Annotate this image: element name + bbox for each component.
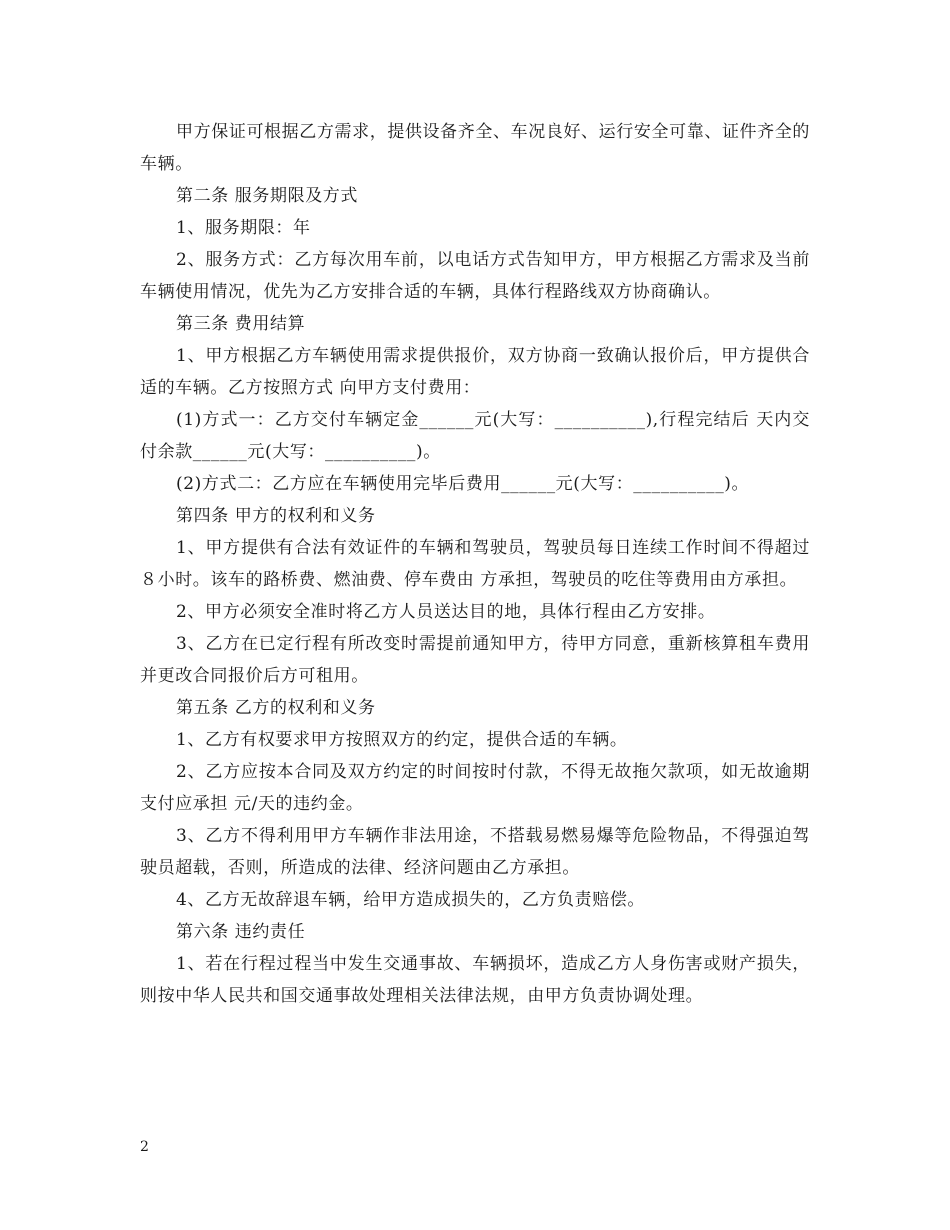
section-heading: 第三条 费用结算 [176,314,306,334]
paragraph: 3、乙方在已定行程有所改变时需提前通知甲方，待甲方同意，重新核算租车费用并更改合同报价后方可租用。 [140,634,810,686]
paragraph: 3、乙方不得利用甲方车辆作非法用途，不搭载易燃易爆等危险物品，不得强迫驾驶员超载，否则，所造成的法律、经济问题由乙方承担。 [140,826,810,878]
section-heading: 第二条 服务期限及方式 [176,186,359,206]
paragraph: (2)方式二：乙方应在车辆使用完毕后费用______元(大写：__________)。 [176,474,750,494]
paragraph: 1、甲方根据乙方车辆使用需求提供报价，双方协商一致确认报价后，甲方提供合适的车辆。乙方按照方式 向甲方支付费用： [140,346,810,398]
document-body [140,116,810,1012]
paragraph: 2、甲方必须安全准时将乙方人员送达目的地，具体行程由乙方安排。 [176,602,716,622]
paragraph: 1、乙方有权要求甲方按照双方的约定，提供合适的车辆。 [176,730,628,750]
paragraph: (1)方式一：乙方交付车辆定金______元(大写：__________),行程完结后 天内交付余款______元(大写：__________)。 [140,410,810,462]
paragraph: 2、乙方应按本合同及双方约定的时间按时付款，不得无故拖欠款项，如无故逾期支付应承担 元/天的违约金。 [140,762,810,814]
paragraph: 1、若在行程过程当中发生交通事故、车辆损坏，造成乙方人身伤害或财产损失，则按中华人民共和国交通事故处理相关法律法规，由甲方负责协调处理。 [140,954,810,1006]
paragraph: 4、乙方无故辞退车辆，给甲方造成损失的，乙方负责赔偿。 [176,890,646,910]
paragraph: 甲方保证可根据乙方需求，提供设备齐全、车况良好、运行安全可靠、证件齐全的车辆。 [140,122,810,174]
section-heading: 第四条 甲方的权利和义务 [176,506,376,526]
section-heading: 第六条 违约责任 [176,922,306,942]
paragraph: 2、服务方式：乙方每次用车前，以电话方式告知甲方，甲方根据乙方需求及当前车辆使用情况，优先为乙方安排合适的车辆，具体行程路线双方协商确认。 [140,250,810,302]
page-number: 2 [140,1139,149,1155]
section-heading: 第五条 乙方的权利和义务 [176,698,376,718]
paragraph: 1、服务期限：年 [176,218,311,238]
paragraph: 1、甲方提供有合法有效证件的车辆和驾驶员，驾驶员每日连续工作时间不得超过８小时。该车的路桥费、燃油费、停车费由 方承担，驾驶员的吃住等费用由方承担。 [140,538,810,590]
